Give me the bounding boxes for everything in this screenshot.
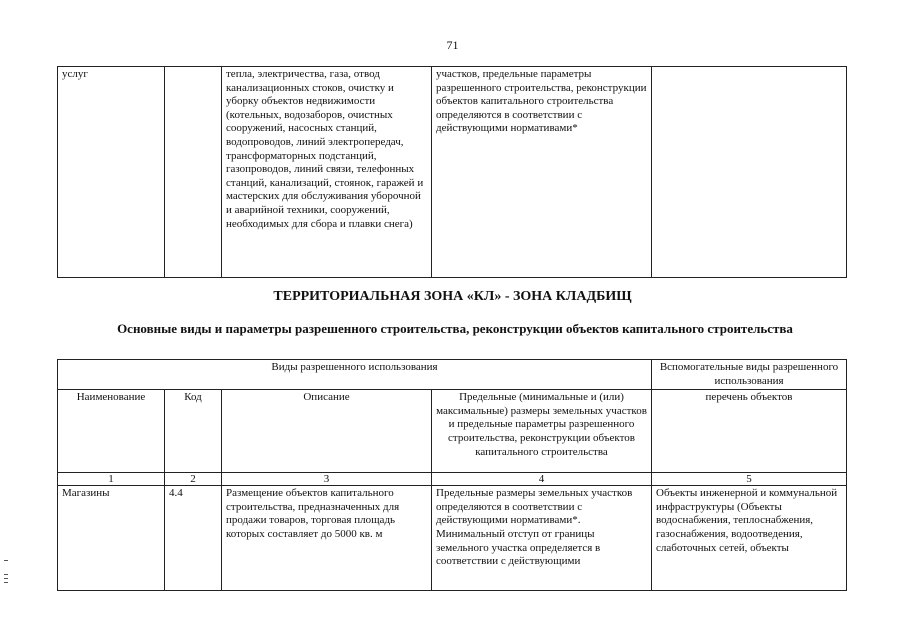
column-number: 5 — [652, 473, 847, 486]
zone-title: ТЕРРИТОРИАЛЬНАЯ ЗОНА «КЛ» - ЗОНА КЛАДБИЩ — [273, 289, 632, 304]
scan-margin-mark — [4, 560, 8, 561]
cell-code — [165, 67, 222, 278]
cell-text: 4.4 — [169, 487, 183, 500]
table-row — [58, 486, 847, 591]
header-name: Наименование — [58, 390, 165, 473]
cell-description: тепла, электричества, газа, отвод канализационных стоков, очистку и уборку объектов недвижимости (котельных, водозаборов, очистных сооружений, насосных станций, водопроводов, линий электропередач, трансформаторных подстанций, газопроводов, линий связи, телефонных станций, канализаций, стоянок, гаражей и мастерских для обслуживания уборочной и аварийной техники, сооружений, необходимых для сбора и плавки снега) — [222, 67, 432, 278]
group-header-aux: Вспомогательные виды разрешенного использования — [652, 360, 847, 390]
zone-table — [57, 359, 847, 591]
header-objects: перечень объектов — [652, 390, 847, 473]
cell-code — [165, 486, 222, 591]
cell-text: Объекты инженерной и коммунальной инфраструктуры (Объекты водоснабжения, теплоснабжения, газоснабжения, водоотведения, слаботочных сетей, объекты — [656, 487, 838, 554]
cell-objects — [652, 67, 847, 278]
cell-text: Магазины — [62, 487, 110, 500]
column-number: 3 — [222, 473, 432, 486]
section-title: Основные виды и параметры разрешенного строительства, реконструкции объектов капитального строительства — [117, 321, 793, 336]
cell-name: услуг — [58, 67, 165, 278]
cell-text: Размещение объектов капитального строительства, предназначенных для продажи товаров, торговая площадь которых составляет до 5000 кв. м — [226, 487, 400, 540]
column-number: 1 — [58, 473, 165, 486]
header-code: Код — [165, 390, 222, 473]
column-number-row — [58, 473, 847, 486]
table-row — [58, 67, 847, 278]
cell-objects — [652, 486, 847, 591]
continued-table — [57, 66, 847, 278]
column-number: 2 — [165, 473, 222, 486]
cell-text: Предельные размеры земельных участков определяются в соответствии с действующими нормативами*. Минимальный отступ от границы земельного участка определяется в соответствии с действующими — [436, 487, 633, 568]
group-header-main: Виды разрешенного использования — [58, 360, 652, 390]
scan-margin-mark — [4, 582, 8, 583]
column-header-row — [58, 390, 847, 473]
group-header-row — [58, 360, 847, 390]
cell-limits — [432, 486, 652, 591]
column-number: 4 — [432, 473, 652, 486]
scan-margin-mark — [4, 578, 8, 579]
cell-description — [222, 486, 432, 591]
cell-limits: участков, предельные параметры разрешенного строительства, реконструкции объектов капитального строительства определяются в соответствии с действующими нормативами* — [432, 67, 652, 278]
header-limits: Предельные (минимальные и (или) максимальные) размеры земельных участков и предельные параметры разрешенного строительства, реконструкции объектов капитального строительства — [432, 390, 652, 473]
header-description: Описание — [222, 390, 432, 473]
scan-margin-mark — [4, 574, 8, 575]
page-number: 71 — [446, 38, 459, 52]
cell-name — [58, 486, 165, 591]
